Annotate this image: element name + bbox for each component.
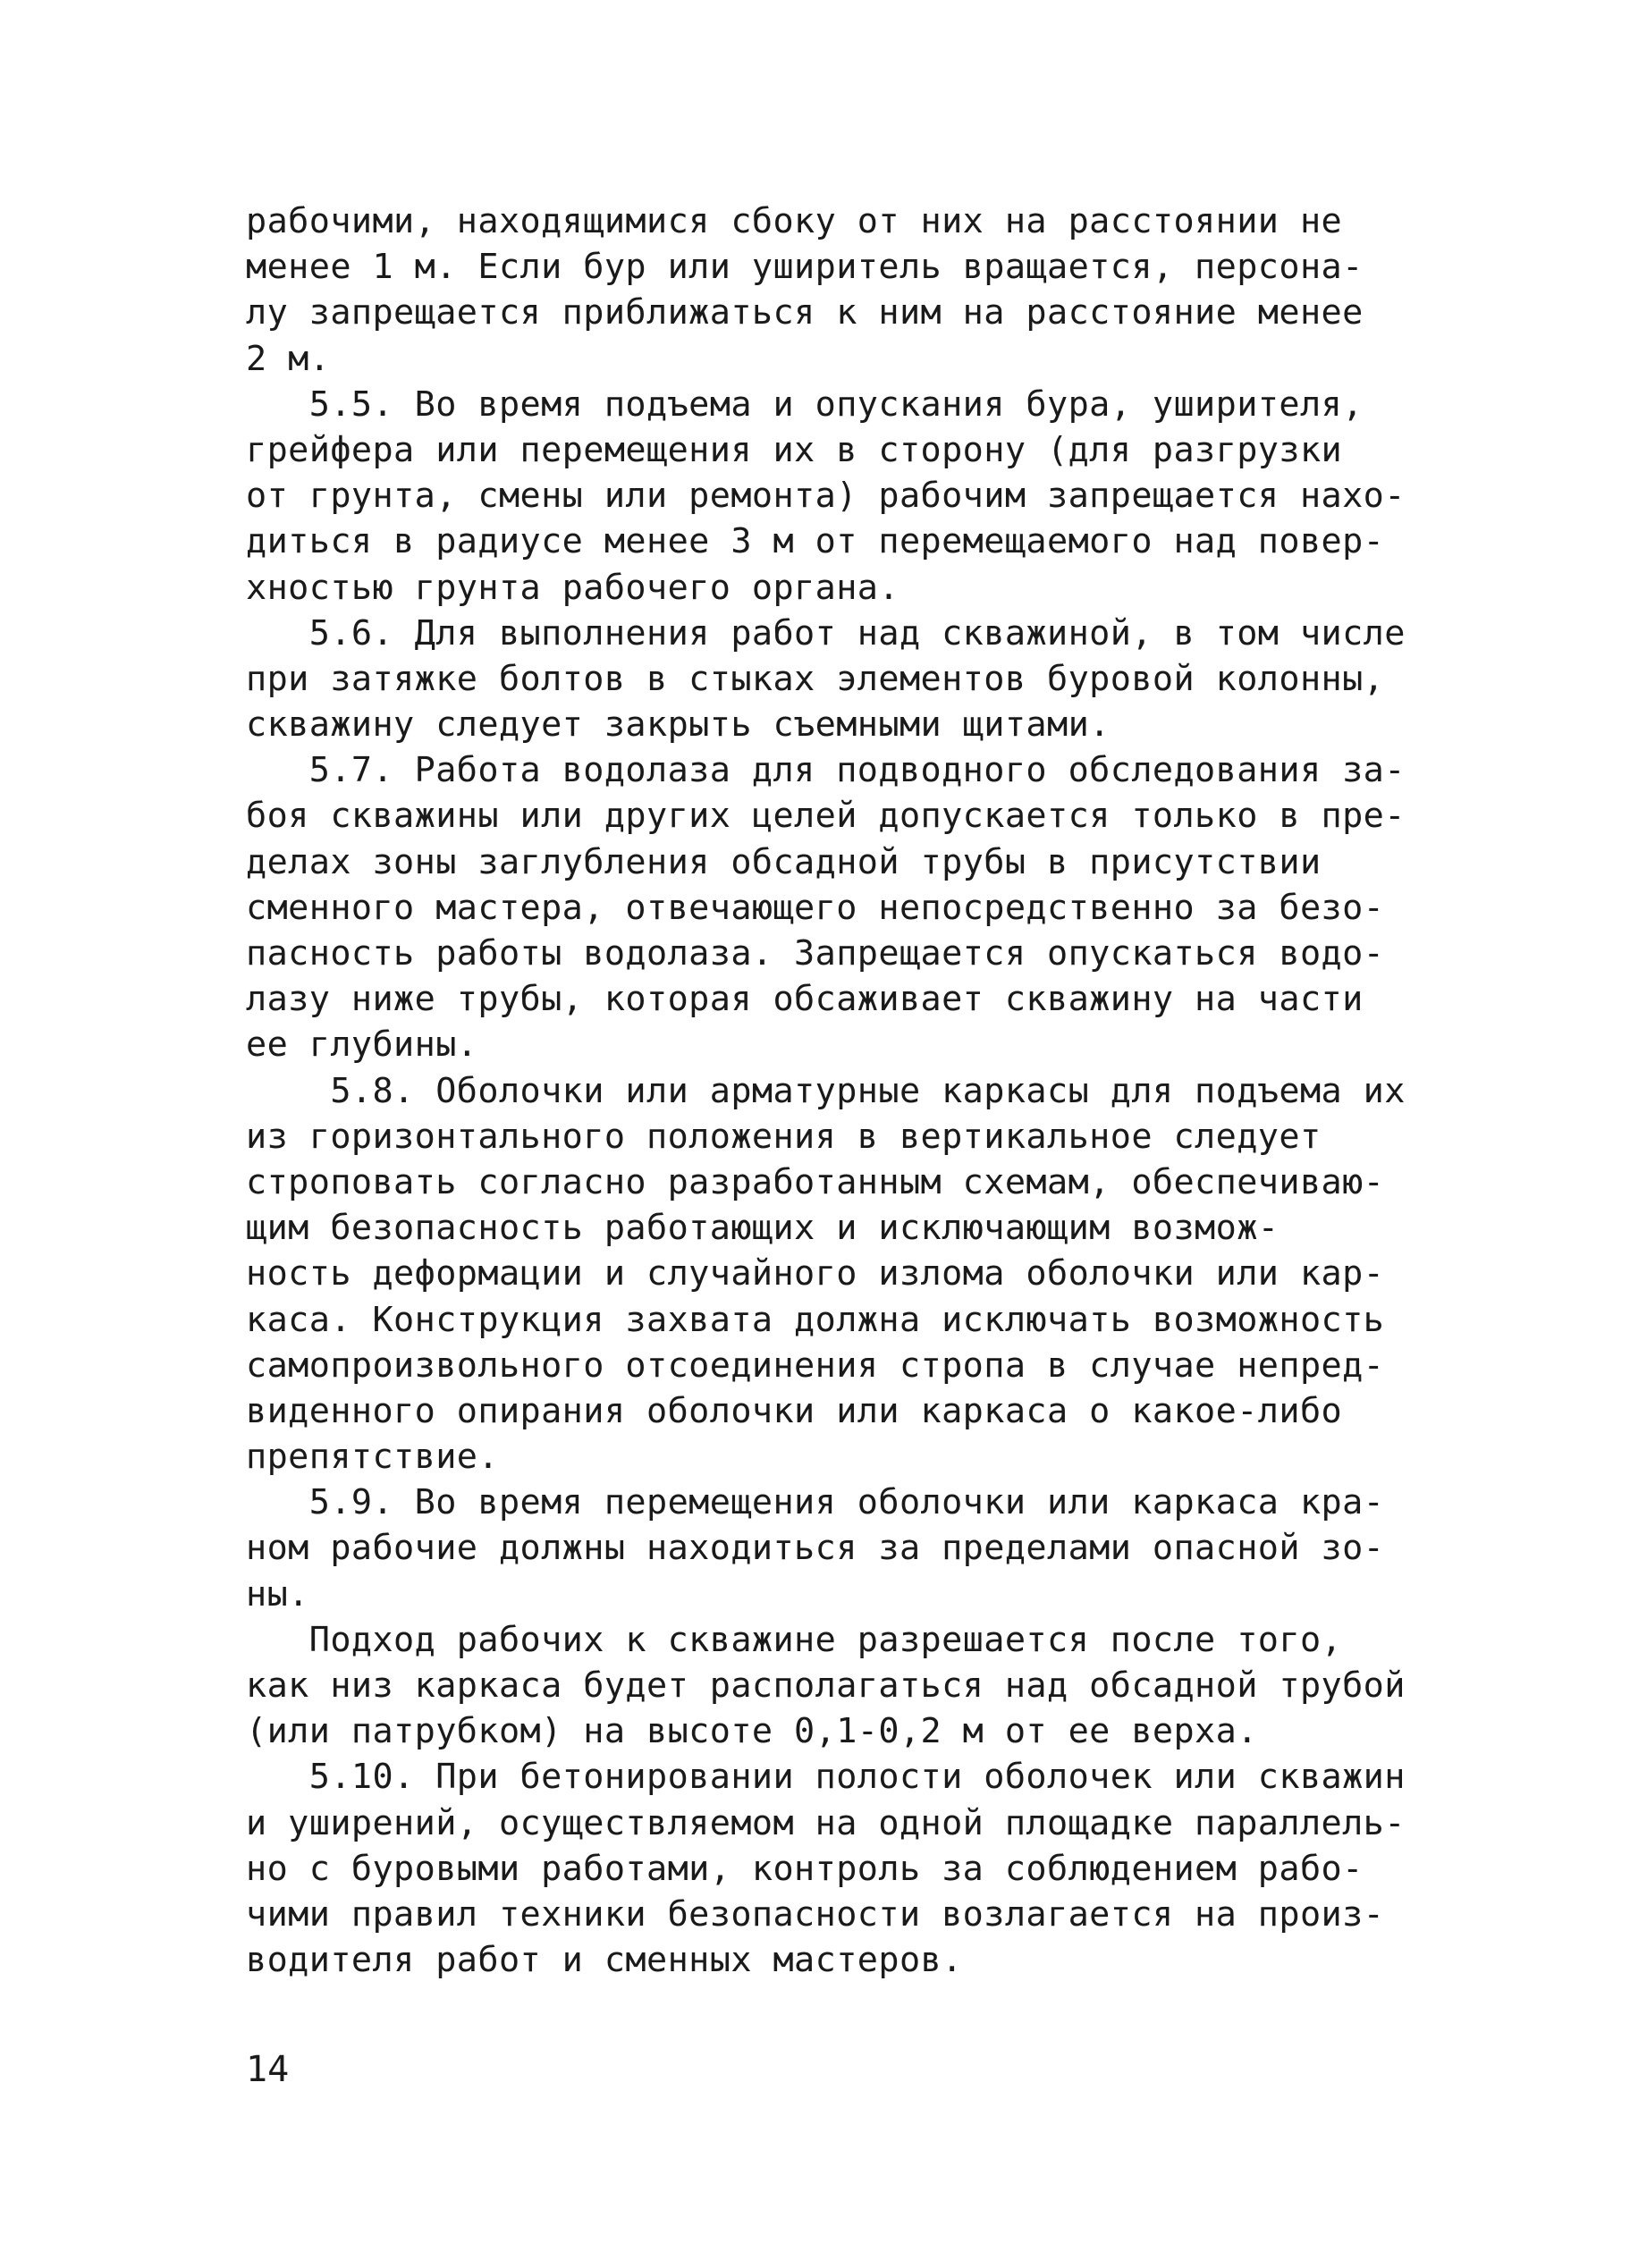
- body-text: [246, 198, 1533, 1983]
- text-line: ее глубины.: [246, 1024, 478, 1066]
- text-line: каса. Конструкция захвата должна исключать возможность: [246, 1299, 1385, 1340]
- text-line: рабочими, находящимися сбоку от них на расстоянии не: [246, 201, 1343, 241]
- text-line: лу запрещается приближаться к ним на расстояние менее: [246, 292, 1364, 333]
- text-line: щим безопасность работающих и исключающим возмож-: [246, 1208, 1280, 1249]
- text-line: сменного мастера, отвечающего непосредственно за безо-: [246, 887, 1385, 928]
- text-line: менее 1 м. Если бур или уширитель вращается, персона-: [246, 247, 1364, 288]
- text-line: хностью грунта рабочего органа.: [246, 567, 899, 608]
- text-line: но с буровыми работами, контроль за соблюдением рабо-: [246, 1848, 1364, 1889]
- text-line: скважину следует закрыть съемными щитами.: [246, 704, 1111, 746]
- text-line: от грунта, смены или ремонта) рабочим запрещается нахо-: [246, 476, 1406, 517]
- text-line: и уширений, осуществляемом на одной площадке параллель-: [246, 1802, 1406, 1843]
- text-line: водителя работ и сменных мастеров.: [246, 1940, 963, 1981]
- text-line: диться в радиусе менее 3 м от перемещаемого над повер-: [246, 521, 1385, 562]
- text-line: строповать согласно разработанным схемам, обеспечиваю-: [246, 1161, 1385, 1202]
- text-line: из горизонтального положения в вертикальное следует: [246, 1116, 1322, 1157]
- text-line: 2 м.: [246, 338, 331, 379]
- text-line: 5.6. Для выполнения работ над скважиной, в том числе: [246, 612, 1406, 653]
- text-line: как низ каркаса будет располагаться над обсадной трубой: [246, 1665, 1406, 1706]
- text-line: ны.: [246, 1573, 309, 1615]
- text-line: грейфера или перемещения их в сторону (для разгрузки: [246, 429, 1343, 470]
- page-number: 14: [246, 2049, 290, 2090]
- text-line: 5.9. Во время перемещения оболочки или каркаса кра-: [246, 1482, 1385, 1523]
- text-line: 5.7. Работа водолаза для подводного обследования за-: [246, 750, 1406, 791]
- text-line: лазу ниже трубы, которая обсаживает скважину на части: [246, 979, 1364, 1020]
- text-line: чими правил техники безопасности возлагается на произ-: [246, 1893, 1385, 1935]
- text-line: делах зоны заглубления обсадной трубы в присутствии: [246, 841, 1322, 882]
- text-line: боя скважины или других целей допускается только в пре-: [246, 796, 1406, 837]
- text-line: при затяжке болтов в стыках элементов буровой колонны,: [246, 658, 1385, 699]
- text-line: препятствие.: [246, 1437, 499, 1478]
- text-line: 5.8. Оболочки или арматурные каркасы для подъема их: [246, 1070, 1406, 1111]
- text-line: виденного опирания оболочки или каркаса о какое-либо: [246, 1390, 1343, 1431]
- text-line: 5.5. Во время подъема и опускания бура, уширителя,: [246, 384, 1364, 425]
- text-line: ном рабочие должны находиться за пределами опасной зо-: [246, 1528, 1385, 1569]
- text-line: самопроизвольного отсоединения стропа в случае непред-: [246, 1345, 1385, 1386]
- text-line: (или патрубком) на высоте 0,1-0,2 м от ее верха.: [246, 1711, 1258, 1752]
- text-line: пасность работы водолаза. Запрещается опускаться водо-: [246, 933, 1385, 974]
- text-line: Подход рабочих к скважине разрешается после того,: [246, 1619, 1343, 1660]
- text-line: ность деформации и случайного излома оболочки или кар-: [246, 1253, 1385, 1294]
- text-line: 5.10. При бетонировании полости оболочек или скважин: [246, 1757, 1406, 1798]
